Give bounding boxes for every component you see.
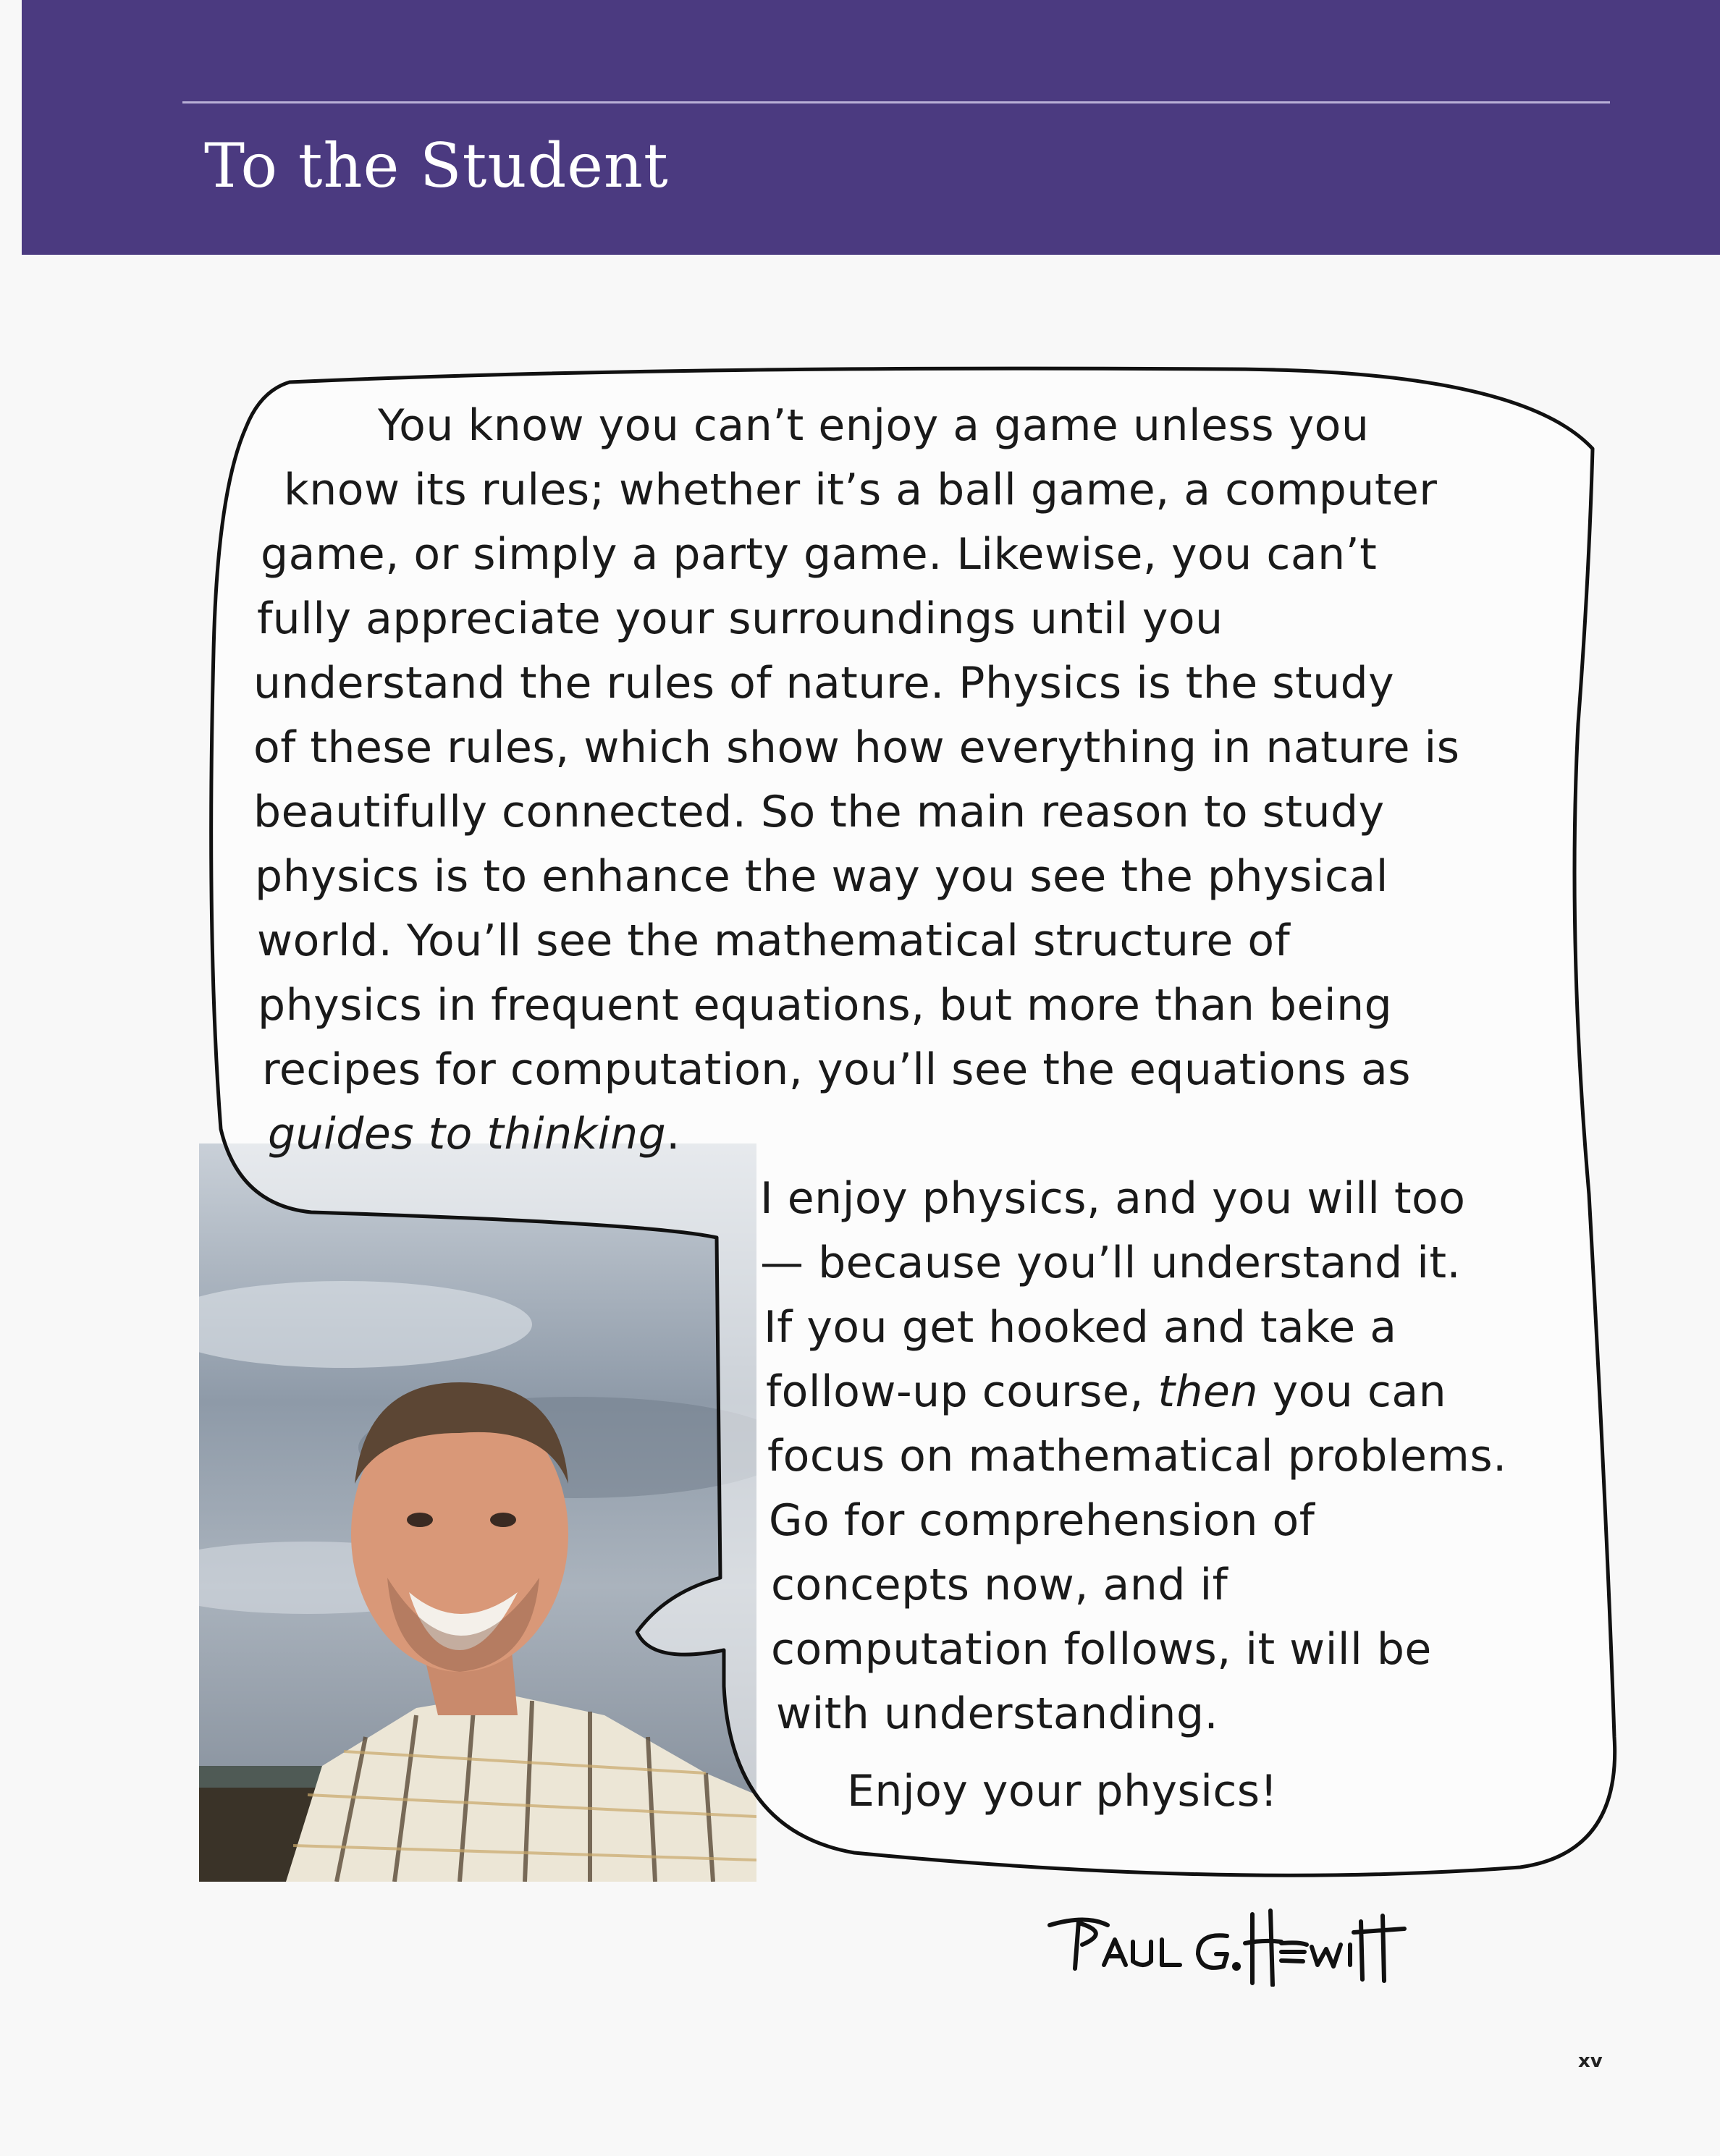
bubble-text-line: with understanding. <box>776 1688 1219 1739</box>
bubble-text-line: computation follows, it will be <box>771 1624 1432 1675</box>
closing-line: Enjoy your physics! <box>847 1766 1278 1817</box>
author-signature <box>1042 1900 1419 1987</box>
bubble-text-line: concepts now, and if <box>771 1560 1228 1610</box>
text-run: you can <box>1258 1366 1447 1417</box>
bubble-text-line: understand the rules of nature. Physics is the study <box>253 658 1395 709</box>
bubble-text-line: world. You’ll see the mathematical structure of <box>257 916 1291 966</box>
italic-word: then <box>1158 1366 1258 1417</box>
bubble-text-line: game, or simply a party game. Likewise, you can’t <box>261 529 1378 580</box>
text-run: follow-up course, <box>766 1366 1158 1417</box>
period: . <box>666 1109 680 1159</box>
bubble-text-line <box>766 1366 1446 1417</box>
page-title: To the Student <box>204 130 669 201</box>
bubble-text-line: of these rules, which show how everything in nature is <box>253 722 1460 773</box>
bubble-text-line: You know you can’t enjoy a game unless you <box>378 400 1370 451</box>
bubble-text-line: beautifully connected. So the main reason to study <box>253 787 1385 837</box>
bubble-text-line: I enjoy physics, and you will too <box>760 1173 1466 1224</box>
italic-phrase: guides to thinking <box>268 1109 667 1159</box>
bubble-text-line: physics is to enhance the way you see the physical <box>255 851 1388 902</box>
bubble-text-line: recipes for computation, you’ll see the equations as <box>262 1044 1411 1095</box>
bubble-text-line: — because you’ll understand it. <box>760 1238 1462 1288</box>
bubble-text-line: fully appreciate your surroundings until you <box>257 593 1223 644</box>
bubble-text-line: Go for comprehension of <box>769 1495 1315 1546</box>
bubble-text-line: focus on mathematical problems. <box>767 1431 1507 1481</box>
bubble-text-line <box>268 1109 680 1159</box>
bubble-text-line: If you get hooked and take a <box>764 1302 1397 1353</box>
bubble-text-line: physics in frequent equations, but more than being <box>258 980 1393 1031</box>
bubble-text-line: know its rules; whether it’s a ball game, a computer <box>284 465 1438 515</box>
page-number: xv <box>1578 2050 1603 2072</box>
